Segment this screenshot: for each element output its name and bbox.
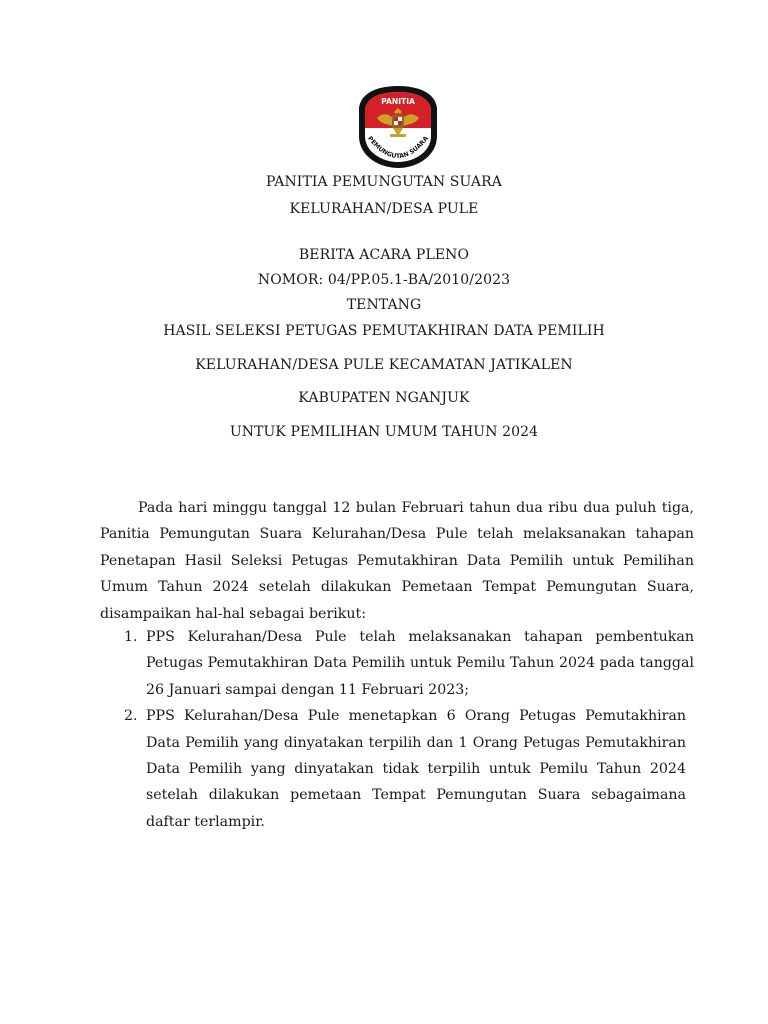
header-line-2: KELURAHAN/DESA PULE: [289, 201, 479, 217]
title-line-2: NOMOR: 04/PP.05.1-BA/2010/2023: [257, 272, 511, 288]
list-item-2-text: PPS Kelurahan/Desa Pule menetapkan 6 Orang Petugas Pemutakhiran Data Pemilih yang dinyatakan terpilih dan 1 Orang Petugas Pemutakhiran Data Pemilih yang dinyatakan tidak terpilih untuk Pemilu Tahun 2024 setelah dilakukan pemetaan Tempat Pemungutan Suara sebagaimana daftar terlampir.: [146, 708, 686, 830]
list-item-2-number: 2.: [124, 708, 138, 725]
title-line-3: TENTANG: [346, 297, 422, 313]
header-line-1: PANITIA PEMUNGUTAN SUARA: [266, 174, 502, 190]
title-line-7: UNTUK PEMILIHAN UMUM TAHUN 2024: [229, 424, 539, 440]
logo-bottom-text: PEMUNGUTAN SUARA: [366, 135, 430, 161]
title-line-6: KABUPATEN NGANJUK: [298, 390, 470, 406]
list-item-1-text: PPS Kelurahan/Desa Pule telah melaksanakan tahapan pembentukan Petugas Pemutakhiran Data Pemilih untuk Pemilu Tahun 2024 pada tanggal 26 Januari sampai dengan 11 Februari 2023;: [146, 629, 694, 698]
title-line-5: KELURAHAN/DESA PULE KECAMATAN JATIKALEN: [195, 357, 573, 373]
title-line-4: HASIL SELEKSI PETUGAS PEMUTAKHIRAN DATA PEMILIH: [163, 323, 605, 339]
panitia-pemungutan-suara-logo: [357, 84, 439, 170]
list-item-2: [100, 703, 694, 835]
list-item-1-number: 1.: [124, 629, 138, 645]
list-item-1: [100, 624, 694, 703]
title-line-1: BERITA ACARA PLENO: [298, 247, 470, 263]
numbered-list: [100, 624, 694, 835]
intro-paragraph: Pada hari minggu tanggal 12 bulan Februari tahun dua ribu dua puluh tiga, Panitia Pemungutan Suara Kelurahan/Desa Pule telah melaksanakan tahapan Penetapan Hasil Seleksi Petugas Pemutakhiran Data Pemilih untuk Pemilihan Umum Tahun 2024 setelah dilakukan Pemetaan Tempat Pemungutan Suara, disampaikan hal-hal sebagai berikut:: [100, 500, 694, 622]
logo-top-text: PANITIA: [381, 97, 415, 106]
